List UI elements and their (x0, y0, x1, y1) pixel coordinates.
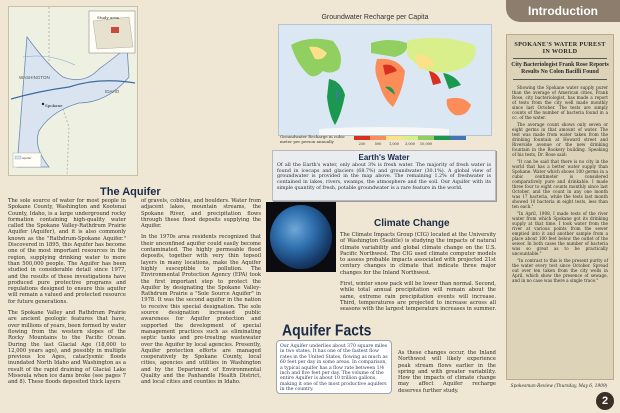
news-subhead: City Bacteriologist Frank Rose Reports Results No Colon Bacilli Found (511, 62, 609, 75)
svg-text:WASHINGTON: WASHINGTON (19, 75, 50, 80)
climate-change-column-2 (398, 350, 496, 399)
climate-change-title: Climate Change (374, 218, 450, 229)
climate-paragraph: The Climate Impacts Group (CIG) located at the University of Washington (Seattle) is studying the impacts of natural climate variability and global climate change on the U.S. Pacific Northwest. The CIG used climate computer models to assess probable impacts associated with projected 21st century changes in climate that indicate three major changes for the Inland Northwest. (340, 232, 496, 276)
svg-text:IDAHO: IDAHO (105, 89, 120, 94)
news-paragraph: "In April, 1908, I made tests of the river water from which Spokane got its drinking supply at that time. I took water from the river at various points from the sewer emptied into it and another sample from a place about 100 feet below the outlet of the sewer. In both cases the number of bacteria was so great as to be practically uncountable." (512, 210, 608, 256)
legend-tick: 500 (374, 142, 382, 146)
recharge-legend-ticks (354, 142, 434, 146)
recharge-map-title: Groundwater Recharge per Capita (321, 14, 429, 21)
section-tab (506, 0, 620, 22)
legend-swatch (434, 136, 450, 140)
legend-tick: 10,000 (419, 142, 433, 146)
news-paragraph: "It can be said that there is no city in the world that has a better water supply than Spokane. Water which shows 100 germs in a cubic centimeter is considered comparatively pure and drinkable. I made three four to eight counts monthly since last October, and the count in any one month was 17 bacteria, while the tests last month showed 10 bacteria in eight tests, less than ten each." (512, 158, 608, 209)
news-clipping (506, 34, 614, 380)
legend-swatch (450, 136, 466, 140)
svg-text:Spokane: Spokane (45, 103, 63, 108)
news-paragraph: Showing the Spokane water supply purer than the average of American cities, Frank Rose, city bacteriologist, has made a report of tests from the city well made monthly since last October. The tests are simply counts of the number of bacteria found in a cc. of the water. (512, 84, 608, 120)
news-rule (513, 79, 607, 80)
legend-swatch (386, 136, 402, 140)
aquifer-paragraph: The Spokane Valley and Rathdrum Prairie are ancient geologic features that have, over millions of years, been formed by water flowing from the western slopes of the Rocky Mountains to the Pacific Ocean. During the last Glacial Age (18,000 to 12,000 years ago), and possibly in multiple previous Ice Ages, cataclysmic floods inundated North Idaho and Washington as a result of the rapid draining of Glacial Lake Missoula when ice dams broke (see pages 7 and 8). These floods deposited thick layers (8, 310, 126, 386)
news-headline: SPOKANE'S WATER PUREST IN WORLD (514, 41, 606, 55)
svg-text:Aquifer: Aquifer (22, 157, 32, 160)
climate-paragraph: First, winter snow pack will be lower than normal. Second, while total annual precipitation will remain about the same, extreme rain precipitation events will increase. Third, temperatures are projected to increase across all seasons with the largest temperature increases in summer. (340, 281, 496, 313)
aquifer-paragraph: In the 1970s area residents recognized that their unconfined aquifer could easily become contaminated. The highly permeable flood deposits, together with very thin topsoil layers in many locations, make the Aquifer highly susceptible to pollution. The Environmental Protection Agency (EPA) took the first important step to protect the Aquifer by designating the Spokane Valley-Rathdrum Prairie a "Sole Source Aquifer" in 1978. It was the second aquifer in the nation to receive this special designation. The sole source designation increased public awareness for Aquifer protection and supported the development of special management practices such as eliminating septic tanks and pre-treating wastewater over the Aquifer by local agencies. Presently, Aquifer protection efforts are managed cooperatively by Spokane County, local cities, agencies and utilities in Washington and by the Department of Environmental Quality and the Panhandle Health District, and local cities and counties in Idaho. (141, 234, 261, 386)
recharge-legend-title: Groundwater Recharge in cubic meter per person annually (280, 134, 345, 144)
earths-water-title: Earth's Water (358, 153, 410, 162)
news-paragraph: "In contrast to this is the present purity of the water every test since October. Spread out over ten taken from the city wells in April, which show the presence of sewage, and in no case was there a single trace." (512, 257, 608, 283)
legend-swatch (418, 136, 434, 140)
legend-swatch (402, 136, 418, 140)
page-number: 2 (596, 392, 614, 410)
aquifer-facts-text: Our Aquifer underlies about 370 square miles in two states. It has one of the fastest flow rates in the United States, flowing as much as 60 feet per day in some areas. In comparison, a typical aquifer has a flow rate between 1/4 inch and five feet per day. The volume of the entire Aquifer is about 10 trillion gallons, making it one of the most productive aquifers in the country. (280, 344, 388, 393)
legend-tick: 3,000 (404, 142, 416, 146)
earth-globe-image (270, 205, 332, 269)
earths-water-text: Of all the Earth's water, only about 3% is fresh water. The majority of fresh water is found in icecaps and glaciers (68.7%) and groundwater (30.1%). A global view of groundwater is provided in the map above. The remaining 1.2% of freshwater is contained in lakes, rivers, swamps, the atmosphere and the soil. Our Aquifer with its simple quantity of fresh, potable groundwater is a rare feature in the world. (277, 163, 491, 191)
climate-paragraph: As these changes occur, the Inland Northwest will likely experience peak stream flows earlier in the spring and with greater variability. How the impacts of climate change may affect Aquifer recharge deserves further study. (398, 350, 496, 394)
climate-change-column (340, 232, 496, 318)
aquifer-paragraph: The sole source of water for most people in Spokane County, Washington and Kootenai County, Idaho, is a large underground rocky formation containing high-quality water called the Spokane Valley-Rathdrum Prairie Aquifer (Aquifer), and it is also commonly known as the "Rathdrum-Spokane Aquifer." Discovered in 1895, this Aquifer has become one of the most important resources in the region, supplying drinking water to more than 500,000 people. The Aquifer has been studied in considerable detail since 1977, and the results of these investigations have produced pure protective programs and regulations designed to ensure this aquifer will remain a valued and protected resource for future generations. (8, 198, 126, 305)
aquifer-column-2 (141, 198, 261, 391)
legend-tick: 1,000 (388, 142, 400, 146)
news-paragraph: The average count shows only seven or eight germs in that amount of water. The test was made from water taken from the drinking fountain at Howard street and Riverside avenue or the new drinking fountain in the Rookery building. Speaking of his tests, Dr. Rose said: (512, 121, 608, 157)
legend-swatch (354, 136, 370, 140)
news-source: Spokesman-Review (Thursday, May 6, 1909) (510, 384, 608, 389)
earths-water-box (272, 150, 496, 201)
recharge-legend (354, 136, 466, 140)
aquifer-column-1 (8, 198, 126, 391)
news-rule (513, 58, 607, 59)
news-body (507, 83, 613, 287)
study-area-label: Study area (97, 15, 120, 20)
aquifer-title: The Aquifer (100, 186, 161, 198)
aquifer-paragraph: of gravels, cobbles, and boulders. Water from adjacent lakes, mountain streams, the Spokane River, and precipitation flows through these flood deposits supplying the Aquifer. (141, 198, 261, 230)
aquifer-facts-title: Aquifer Facts (282, 321, 372, 339)
legend-tick: 250 (358, 142, 366, 146)
section-tab-label: Introduction (528, 4, 598, 18)
aquifer-facts-box (276, 340, 392, 394)
world-recharge-map (278, 24, 492, 136)
legend-swatch (370, 136, 386, 140)
study-area-map (8, 6, 138, 176)
